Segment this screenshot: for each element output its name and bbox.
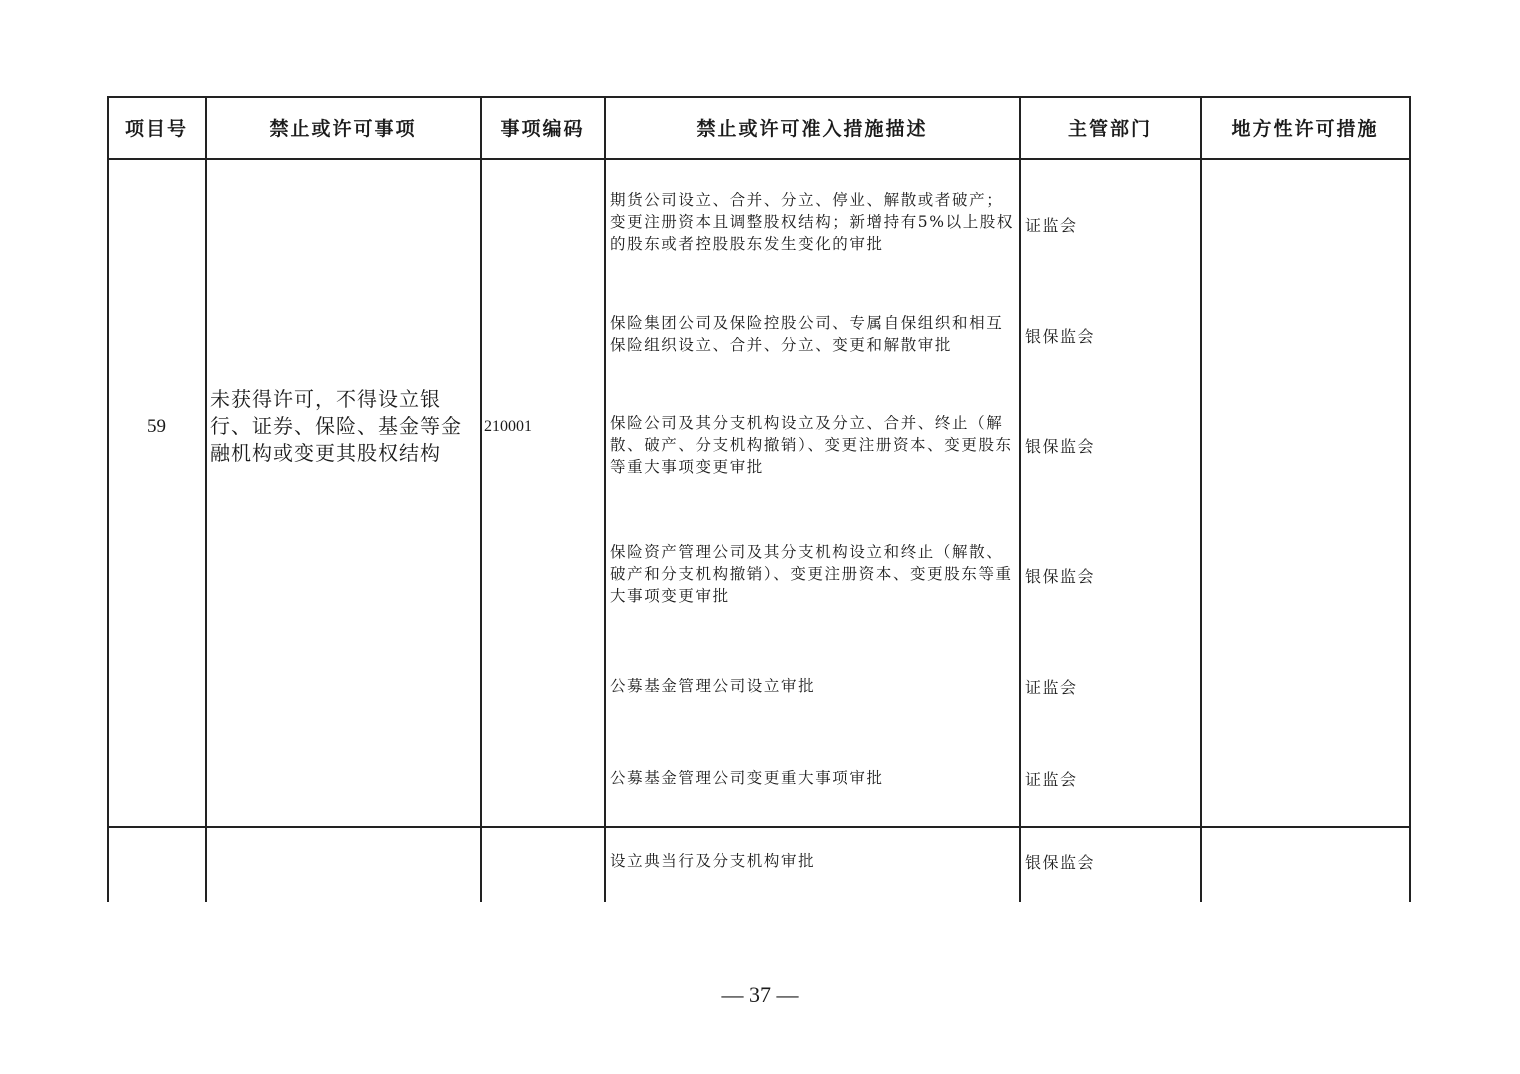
col-border-1 bbox=[205, 96, 207, 902]
measure-description: 保险公司及其分支机构设立及分立、合并、终止（解散、破产、分支机构撤销）、变更注册资本、变更股东等重大事项变更审批 bbox=[610, 414, 1013, 476]
row-59-item: 未获得许可，不得设立银行、证券、保险、基金等金融机构或变更其股权结构 bbox=[210, 387, 462, 465]
header-department: 主管部门 bbox=[1067, 117, 1152, 140]
measure-description: 保险集团公司及保险控股公司、专属自保组织和相互保险组织设立、合并、分立、变更和解散审批 bbox=[610, 314, 1004, 354]
header-code: 事项编码 bbox=[500, 117, 585, 140]
measure-department: 银保监会 bbox=[1025, 853, 1096, 872]
col-border-5 bbox=[1200, 96, 1202, 902]
row-59-code: 210001 bbox=[484, 418, 532, 435]
measure-department: 银保监会 bbox=[1025, 327, 1096, 346]
header-measure-description: 禁止或许可准入措施描述 bbox=[696, 117, 928, 140]
row-59-id: 59 bbox=[147, 416, 166, 437]
measure-department: 证监会 bbox=[1025, 678, 1078, 697]
table bbox=[107, 96, 1411, 902]
col-border-6 bbox=[1409, 96, 1411, 902]
row-separator bbox=[107, 826, 1411, 828]
header-item-number: 项目号 bbox=[124, 117, 188, 140]
measure-department: 证监会 bbox=[1025, 216, 1078, 235]
header-local-measures: 地方性许可措施 bbox=[1231, 117, 1379, 140]
measure-description: 设立典当行及分支机构审批 bbox=[610, 852, 816, 870]
header-bottom-border bbox=[107, 158, 1411, 160]
measure-description: 公募基金管理公司变更重大事项审批 bbox=[610, 769, 884, 787]
measure-department: 银保监会 bbox=[1025, 567, 1096, 586]
measure-description: 期货公司设立、合并、分立、停业、解散或者破产；变更注册资本且调整股权结构；新增持有5%以上股权的股东或者控股股东发生变化的审批 bbox=[610, 191, 1014, 253]
col-border-4 bbox=[1019, 96, 1021, 902]
col-border-2 bbox=[480, 96, 482, 902]
header-item: 禁止或许可事项 bbox=[269, 117, 417, 140]
measure-department: 银保监会 bbox=[1025, 437, 1096, 456]
measure-description: 公募基金管理公司设立审批 bbox=[610, 677, 816, 695]
measure-description: 保险资产管理公司及其分支机构设立和终止（解散、破产和分支机构撤销）、变更注册资本、变更股东等重大事项变更审批 bbox=[610, 543, 1013, 605]
page-number: — 37 — bbox=[721, 982, 799, 1007]
col-border-0 bbox=[107, 96, 109, 902]
col-border-3 bbox=[604, 96, 606, 902]
measure-department: 证监会 bbox=[1025, 770, 1078, 789]
